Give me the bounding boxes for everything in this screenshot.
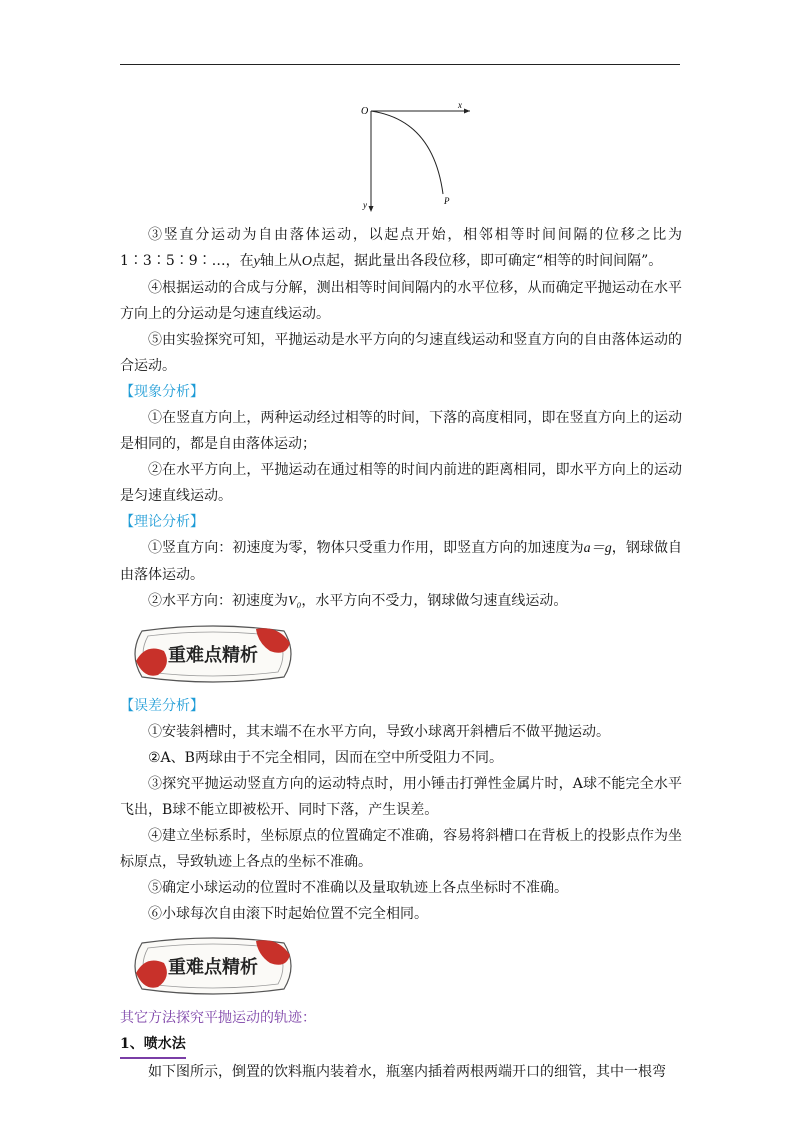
error-1: ①安装斜槽时，其末端不在水平方向，导致小球离开斜槽后不做平抛运动。: [148, 724, 610, 740]
var-o: O: [301, 254, 312, 269]
origin-label: O: [361, 106, 369, 117]
error-3: ③探究平抛运动竖直方向的运动特点时，用小锤击打弹性金属片时，A球不能完全水平飞出，B球不能立即被松开、同时下落，产生误差。: [120, 776, 682, 818]
heading-phenomenon: 【现象分析】: [120, 384, 204, 400]
x-label: x: [458, 100, 462, 110]
text: ①竖直方向：初速度为零，物体只受重力作用，即竖直方向的加速度为: [148, 540, 584, 556]
banner-title: 重难点精析: [168, 645, 258, 666]
text: 轴上从: [259, 253, 302, 269]
koi-banner-1: [128, 621, 298, 687]
phenomenon-2: ②在水平方向上，平抛运动在通过相等的时间内前进的距离相同，即水平方向上的运动是匀速直线运动。: [120, 462, 682, 504]
point-label: P: [444, 196, 450, 206]
error-6: ⑥小球每次自由滚下时起始位置不完全相同。: [148, 906, 428, 922]
error-2: ②A、B两球由于不完全相同，因而在空中所受阻力不同。: [148, 750, 503, 766]
trajectory-figure: [355, 98, 475, 214]
last-paragraph: 如下图所示，倒置的饮料瓶内装着水，瓶塞内插着两根两端开口的细管，其中一根弯: [148, 1064, 666, 1080]
text: 点起，据此量出各段位移，即可确定“相等的时间间隔”。: [311, 253, 663, 269]
x-axis-arrow: [464, 109, 470, 114]
paragraph-3: [120, 222, 682, 275]
koi-banner-2: [128, 933, 298, 999]
paragraph-5: ⑤由实验探究可知，平抛运动是水平方向的匀速直线运动和竖直方向的自由落体运动的合运动。: [120, 332, 682, 374]
content: [120, 222, 682, 1085]
equation: a＝g: [583, 541, 612, 556]
method-1-title: 1、喷水法: [120, 1031, 186, 1059]
heading-error: 【误差分析】: [120, 698, 204, 714]
text: ②水平方向：初速度为: [148, 593, 288, 609]
text: ③竖直分运动为自由落体运动，以起点开始，相邻相等时间间隔的位移之比为1∶3∶5∶9∶…，在: [120, 227, 682, 269]
y-label: y: [363, 200, 367, 210]
heading-theory: 【理论分析】: [120, 514, 204, 530]
other-methods-title: 其它方法探究平抛运动的轨迹：: [120, 1010, 316, 1026]
error-5: ⑤确定小球运动的位置时不准确以及量取轨迹上各点坐标时不准确。: [148, 880, 568, 896]
header-rule: [120, 64, 680, 65]
theory-1: [120, 535, 682, 588]
var-y: y: [253, 254, 260, 269]
theory-2: [120, 588, 682, 615]
parabola-curve: [371, 111, 443, 194]
text: ，水平方向不受力，钢球做匀速直线运动。: [301, 593, 568, 609]
paragraph-4: ④根据运动的合成与分解，测出相等时间间隔内的水平位移，从而确定平抛运动在水平方向上的分运动是匀速直线运动。: [120, 280, 682, 322]
text: ，钢球做自由落体运动。: [120, 540, 683, 583]
phenomenon-1: ①在竖直方向上，两种运动经过相等的时间，下落的高度相同，即在竖直方向上的运动是相同的，都是自由落体运动；: [120, 410, 682, 452]
var-v0: V₀: [288, 594, 302, 609]
error-4: ④建立坐标系时，坐标原点的位置确定不准确，容易将斜槽口在背板上的投影点作为坐标原点，导致轨迹上各点的坐标不准确。: [120, 828, 682, 870]
banner-title: 重难点精析: [168, 957, 258, 978]
y-axis-arrow: [369, 206, 374, 212]
